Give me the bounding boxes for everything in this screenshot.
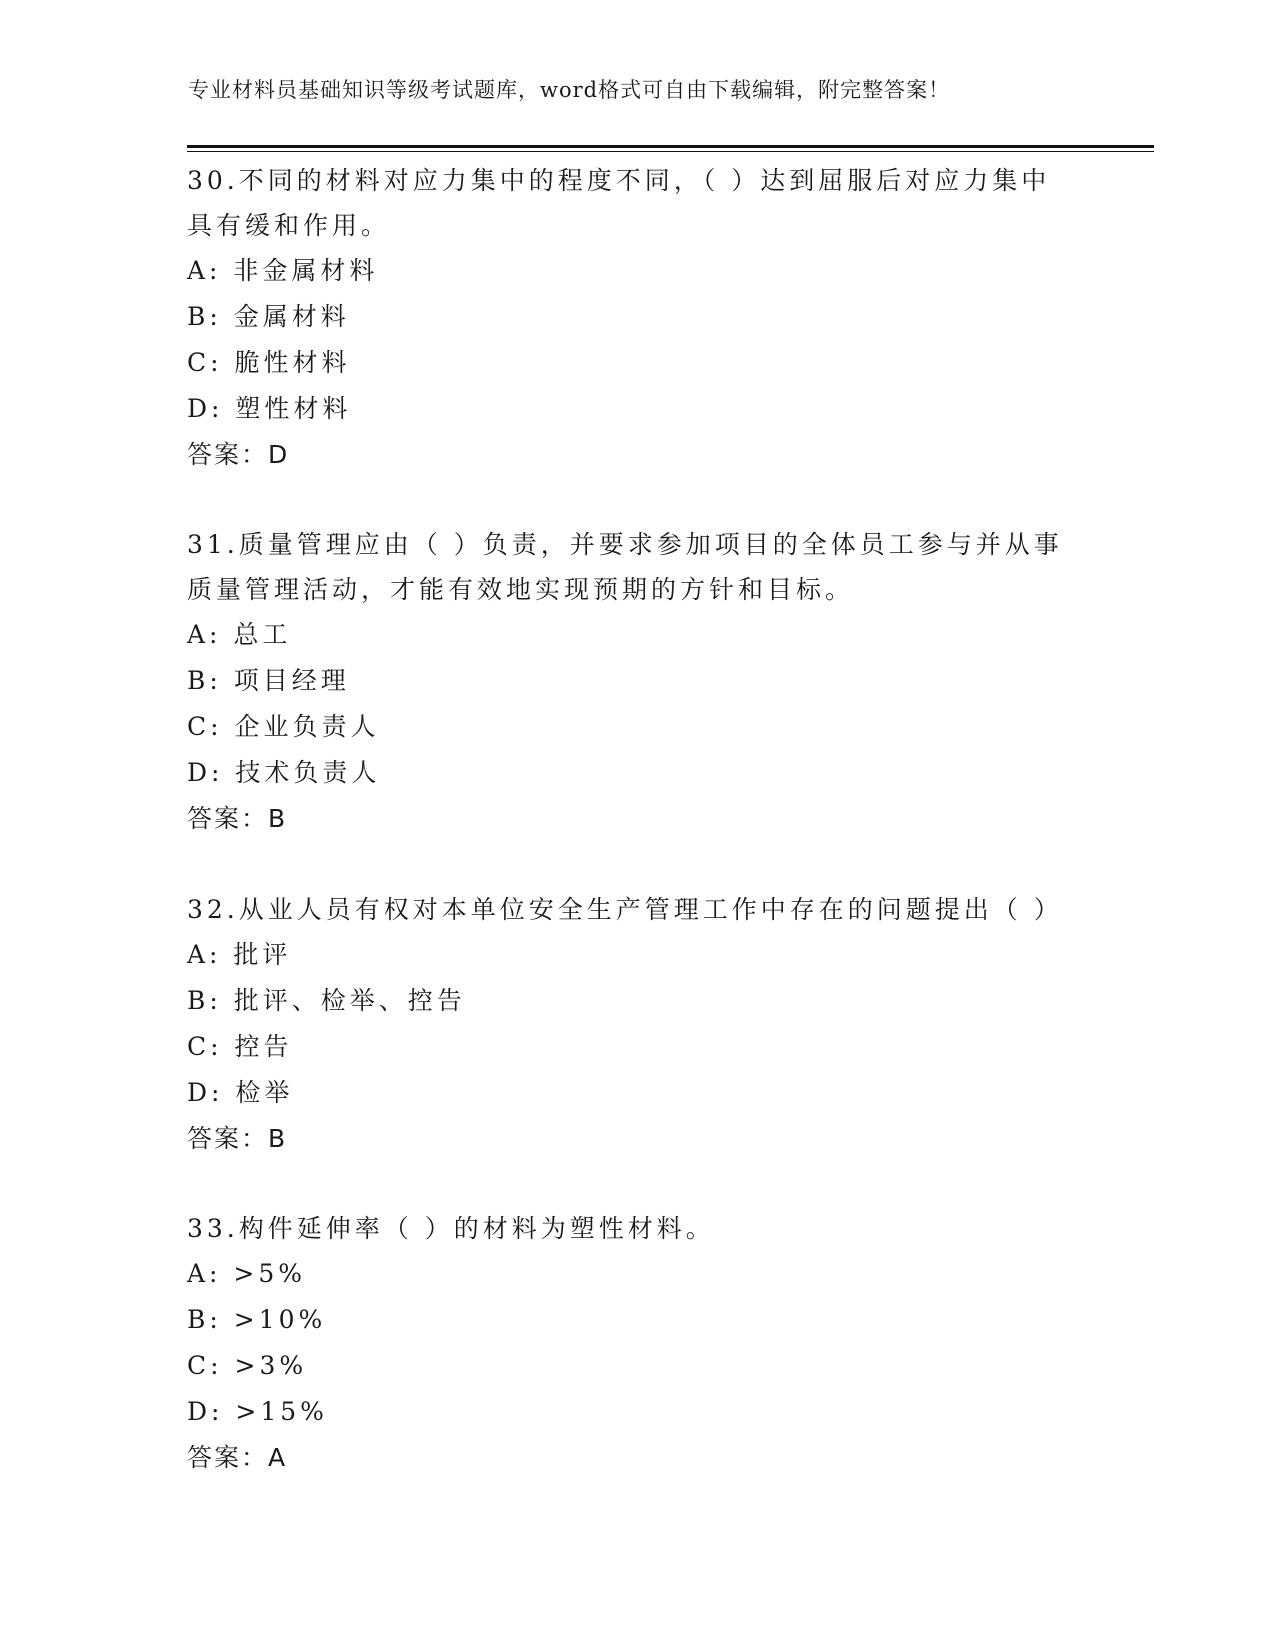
question-stem: 32.从业人员有权对本单位安全生产管理工作中存在的问题提出（ ） xyxy=(187,895,1063,924)
question-stem: 31.质量管理应由（ ）负责，并要求参加项目的全体员工参与并从事质量管理活动，才能有效地实现预期的方针和目标。 xyxy=(187,530,1063,604)
option-a: A: >5% xyxy=(187,1259,307,1288)
option-d: D: 塑性材料 xyxy=(187,394,352,423)
answer: 答案：D xyxy=(187,440,290,469)
option-a: A: 总工 xyxy=(187,620,292,649)
option-d: D: 技术负责人 xyxy=(187,758,381,787)
option-list xyxy=(187,1251,1067,1435)
option-b: B: 金属材料 xyxy=(187,302,350,331)
question-stem: 30.不同的材料对应力集中的程度不同，（ ）达到屈服后对应力集中具有缓和作用。 xyxy=(187,166,1051,240)
option-a: A: 批评 xyxy=(187,940,292,969)
header-rule-thick xyxy=(187,145,1154,148)
option-c: C: 企业负责人 xyxy=(187,712,380,741)
header-rule-thin xyxy=(187,151,1154,152)
option-d: D: >15% xyxy=(187,1397,328,1426)
option-c: C: 控告 xyxy=(187,1032,293,1061)
option-list xyxy=(187,932,1067,1116)
option-list xyxy=(187,612,1067,796)
question-stem: 33.构件延伸率（ ）的材料为塑性材料。 xyxy=(187,1214,715,1243)
option-c: C: 脆性材料 xyxy=(187,348,351,377)
option-a: A: 非金属材料 xyxy=(187,256,379,285)
question-31 xyxy=(187,522,1067,842)
option-c: C: >3% xyxy=(187,1351,308,1380)
answer: 答案：B xyxy=(187,1124,288,1153)
option-list xyxy=(187,248,1067,432)
option-d: D: 检举 xyxy=(187,1078,294,1107)
question-32 xyxy=(187,887,1067,1162)
option-b: B: >10% xyxy=(187,1305,327,1334)
question-30 xyxy=(187,158,1067,478)
option-b: B: 项目经理 xyxy=(187,666,350,695)
answer: 答案：B xyxy=(187,804,288,833)
answer: 答案：A xyxy=(187,1443,288,1472)
option-b: B: 批评、检举、控告 xyxy=(187,986,466,1015)
page-header: 专业材料员基础知识等级考试题库，word格式可自由下载编辑，附完整答案！ xyxy=(188,78,951,102)
question-33 xyxy=(187,1206,1067,1481)
